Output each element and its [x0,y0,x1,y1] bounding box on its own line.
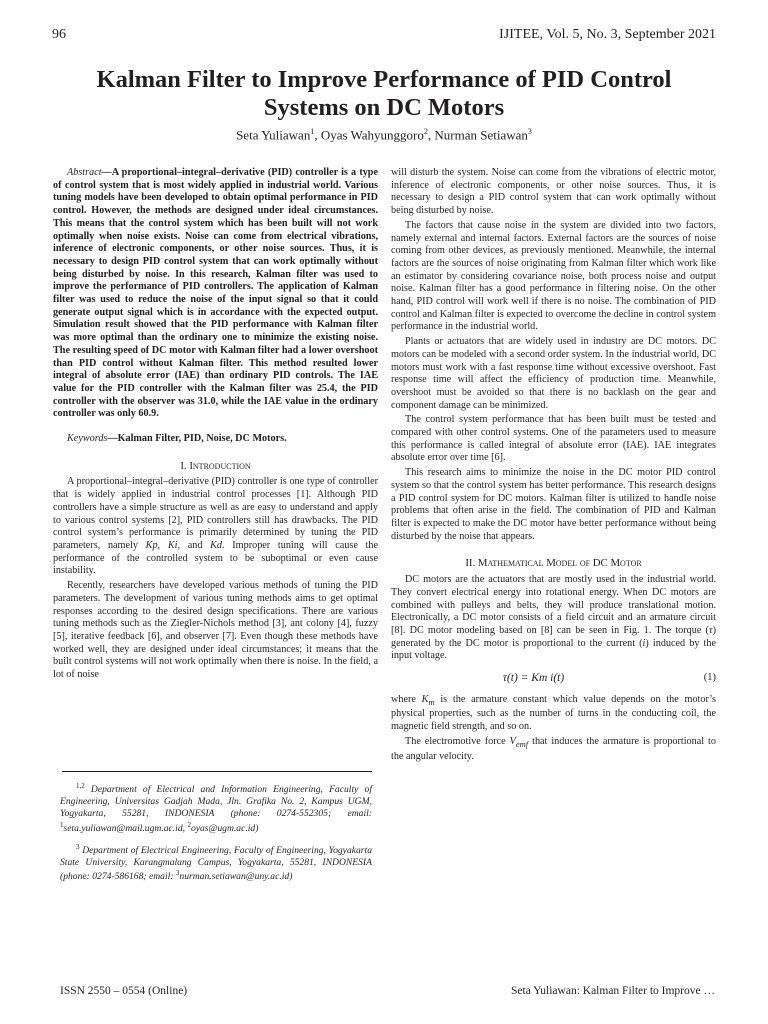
math-tau: τ [708,624,713,636]
section-title: Introduction [189,459,251,472]
math-vemf [510,736,529,747]
paragraph-text: . Improper tuning will cause the performance of the controlled system to be suboptimal or even cause instability. [53,539,379,577]
equation-number: (1) [703,672,716,684]
math-ki: Ki [167,539,178,551]
abstract [53,167,378,421]
math-km [422,694,435,705]
section-numeral: I. [180,459,190,472]
issn: ISSN 2550 – 0554 (Online) [60,985,188,997]
footnote-marker: 3 [175,869,180,878]
footnote-marker: 1 [60,820,64,829]
author-separator: , [427,127,435,143]
author-email: nurman.setiawan@uny.ac.id) [179,871,293,883]
paper-title [40,66,728,122]
section-heading-mathematical-model [391,557,716,570]
footnotes [60,781,372,890]
keywords [53,433,378,446]
paragraph-text: A proportional–integral–derivative (PID) controller is one type of controller that is widely applied in industrial control processes [1]. Although PID controllers have a simple structure as well as are easy to understand and apply to various control systems [2], PID controllers still has drawbacks. The PID control system’s performance is primarily determined by tuning the PID parameters, namely [53,476,378,551]
section-heading-introduction [53,460,378,473]
math-subscript: m [428,696,435,707]
author-email: oyas@ugm.ac.id) [190,822,259,834]
author-3: Nurman Setiawan [434,127,528,143]
footnote-marker: 2 [187,820,191,829]
section-title: Mathematical Model of DC Motor [477,557,642,570]
author-email: seta.yuliawan@mail.ugm.ac.id, [63,822,188,834]
paragraph-text: ) induced by the input voltage. [391,637,716,662]
paragraph-text: that induces the armature is proportional to the angular velocity. [391,735,716,762]
math-i: i [642,637,646,649]
intro-paragraph-2-continued: will disturb the system. Noise can come from the vibrations of electric motor, inference of electronic components, or other noise sources. Thus, it is necessary to design a PID control system that can work optimally without being disturbed by noise. [391,167,716,217]
author-separator: , [314,127,321,143]
keywords-text: —Kalman Filter, PID, Noise, DC Motors. [107,433,287,445]
footnote-affiliation-1-2 [60,781,372,835]
intro-paragraph-2: Recently, researchers have developed various methods of tuning the PID parameters. The development of various tuning methods aims to get optimal responses according to the desired design specifications. There are various tuning methods such as the Ziegler-Nichols method [3], ant colony [4], fuzzy [5], iterative feedback [6], and observer [7]. Even though these methods have worked well, they are designed under ideal circumstances; it means that the built control systems will not work optimally when there is noise. In the field, a lot of noise [53,580,378,681]
paragraph-text: ) generated by the DC motor is proportional to the current ( [391,624,716,649]
model-paragraph-3 [391,736,716,763]
left-column [53,167,378,682]
intro-paragraph-4: Plants or actuators that are widely used in industry are DC motors. DC motors can be modeled with a second order system. In the industrial world, DC motors must work with a fast response time without excessive overshoot. Fast response time will affect the efficiency of production time. Meanwhile, overshoot must be avoided so that there is no backlash on the gear and component damage can be minimized. [391,336,716,411]
text-separator: , [157,539,168,551]
footnote-affiliation-3 [60,842,372,884]
section-numeral: II. [465,557,478,570]
paragraph-text: where [391,693,422,705]
paragraph-text: The electromotive force [405,735,510,747]
intro-paragraph-3: The factors that cause noise in the system are divided into two factors, namely external and internal factors. External factors are the sources of noise coming from other devices, as previously mentioned. Meanwhile, the internal factors are the sources of noise originating from Kalman filter which work like an estimator by considering covariance noise, both process noise and output noise. Kalman filter has a good performance in filtering noise. On the other hand, PID control will work well if there is no noise. The combination of PID control and Kalman filter is expected to overcome the decline in control system performance in the industrial world. [391,219,716,333]
text-separator: , and [177,539,211,551]
math-kd: Kd [210,539,223,551]
running-title: Seta Yuliawan: Kalman Filter to Improve … [511,985,715,997]
math-symbol: K [421,693,429,705]
math-kp: Kp [145,539,158,551]
intro-paragraph-5: The control system performance that has been built must be tested and compared with other control systems. One of the parameters used to measure this performance is called integral of absolute error (IAE). IAE integrates absolute error over time [6]. [391,414,716,464]
author-1-affiliation: 1 [310,127,315,136]
footnote-marker: 3 [76,842,80,851]
paragraph-text: is the armature constant which value depends on the motor’s physical properties, such as the number of turns in the conducting coil, the magnetic field strength, and so on. [391,693,717,733]
footnote-text: Department of Electrical and Information Engineering, Faculty of Engineering, Universitas Gadjah Mada, Jln. Grafika No. 2, Kampus UGM, Yogyakarta, 55281, INDONESIA (phone: 0274-552305; email: [60,784,372,819]
model-paragraph-1 [391,574,716,663]
paragraph-text: DC motors are the actuators that are mostly used in the industrial world. They convert electrical energy into rotational energy. When DC motors are combined with pulleys and belts, they will produce translational motion. Electronically, a DC motor consists of a field circuit and an armature circuit [8]. DC motor modeling based on [8] can be seen in Fig. 1. The torque ( [391,574,716,636]
model-paragraph-2 [391,694,716,734]
math-symbol: V [509,735,516,747]
paper-title-line-2: Systems on DC Motors [263,94,505,121]
journal-citation: IJITEE, Vol. 5, No. 3, September 2021 [499,27,716,42]
abstract-lead: Abstract [67,167,102,178]
footnote-divider [62,771,372,772]
footnote-marker: 1,2 [76,782,85,790]
author-2: Oyas Wahyunggoro [320,127,424,143]
author-list [40,127,728,143]
equation-1 [391,672,716,685]
author-1: Seta Yuliawan [236,127,311,143]
equation-body: τ(t) = Km i(t) [502,672,565,685]
math-subscript: emf [515,738,529,749]
keywords-lead: Keywords [67,433,108,445]
abstract-text: —A proportional–integral–derivative (PID) controller is a type of control system that is most widely applied in industrial world. Various tuning models have been developed to obtain optimal performance in PID control. However, the methods are designed under ideal circumstances. This means that the control system which has been built will not work optimally when noise exists. Noise can come from electrical vibrations, inference of electronic components, or other noise sources. Thus, it is necessary to design PID control system that can work optimally without being disturbed by noise. In this research, Kalman filter was used to improve the performance of PID controllers. The application of Kalman filter was used to reduce the noise of the input signal so that it could generate output signal which is in accordance with the expected output. Simulation result showed that the PID performance with Kalman filter was more optimal than the ordinary one to minimize the existing noise. The resulting speed of DC motor with Kalman filter had a lower overshoot than PID control without Kalman filter. This method resulted lower integral of absolute error (IAE) than ordinary PID controls. The IAE value for the PID controller with the Kalman filter was 25.4, the PID controller with the observer was 31.0, while the IAE value in the ordinary controller was only 60.9. [53,167,378,420]
intro-paragraph-6: This research aims to minimize the noise in the DC motor PID control system so that the control system has better performance. This research designs a PID control system for DC motors. Kalman filter is utilized to handle noise problems that often arise in the field. The combination of PID and Kalman filter is expected to make the DC motor have better performance without being disturbed by the noise that appears. [391,467,716,542]
page-number: 96 [52,27,66,42]
author-3-affiliation: 3 [527,127,532,136]
intro-paragraph-1 [53,476,378,578]
footnote-text: Department of Electrical Engineering, Faculty of Engineering, Yogyakarta State University, Karangmalang Campus, Yogyakarta, 55281, INDONESIA (phone: 0274-586168; email: [60,844,372,883]
author-2-affiliation: 2 [423,127,428,136]
right-column [391,167,716,763]
paper-title-line-1: Kalman Filter to Improve Performance of PID Control [96,66,672,93]
